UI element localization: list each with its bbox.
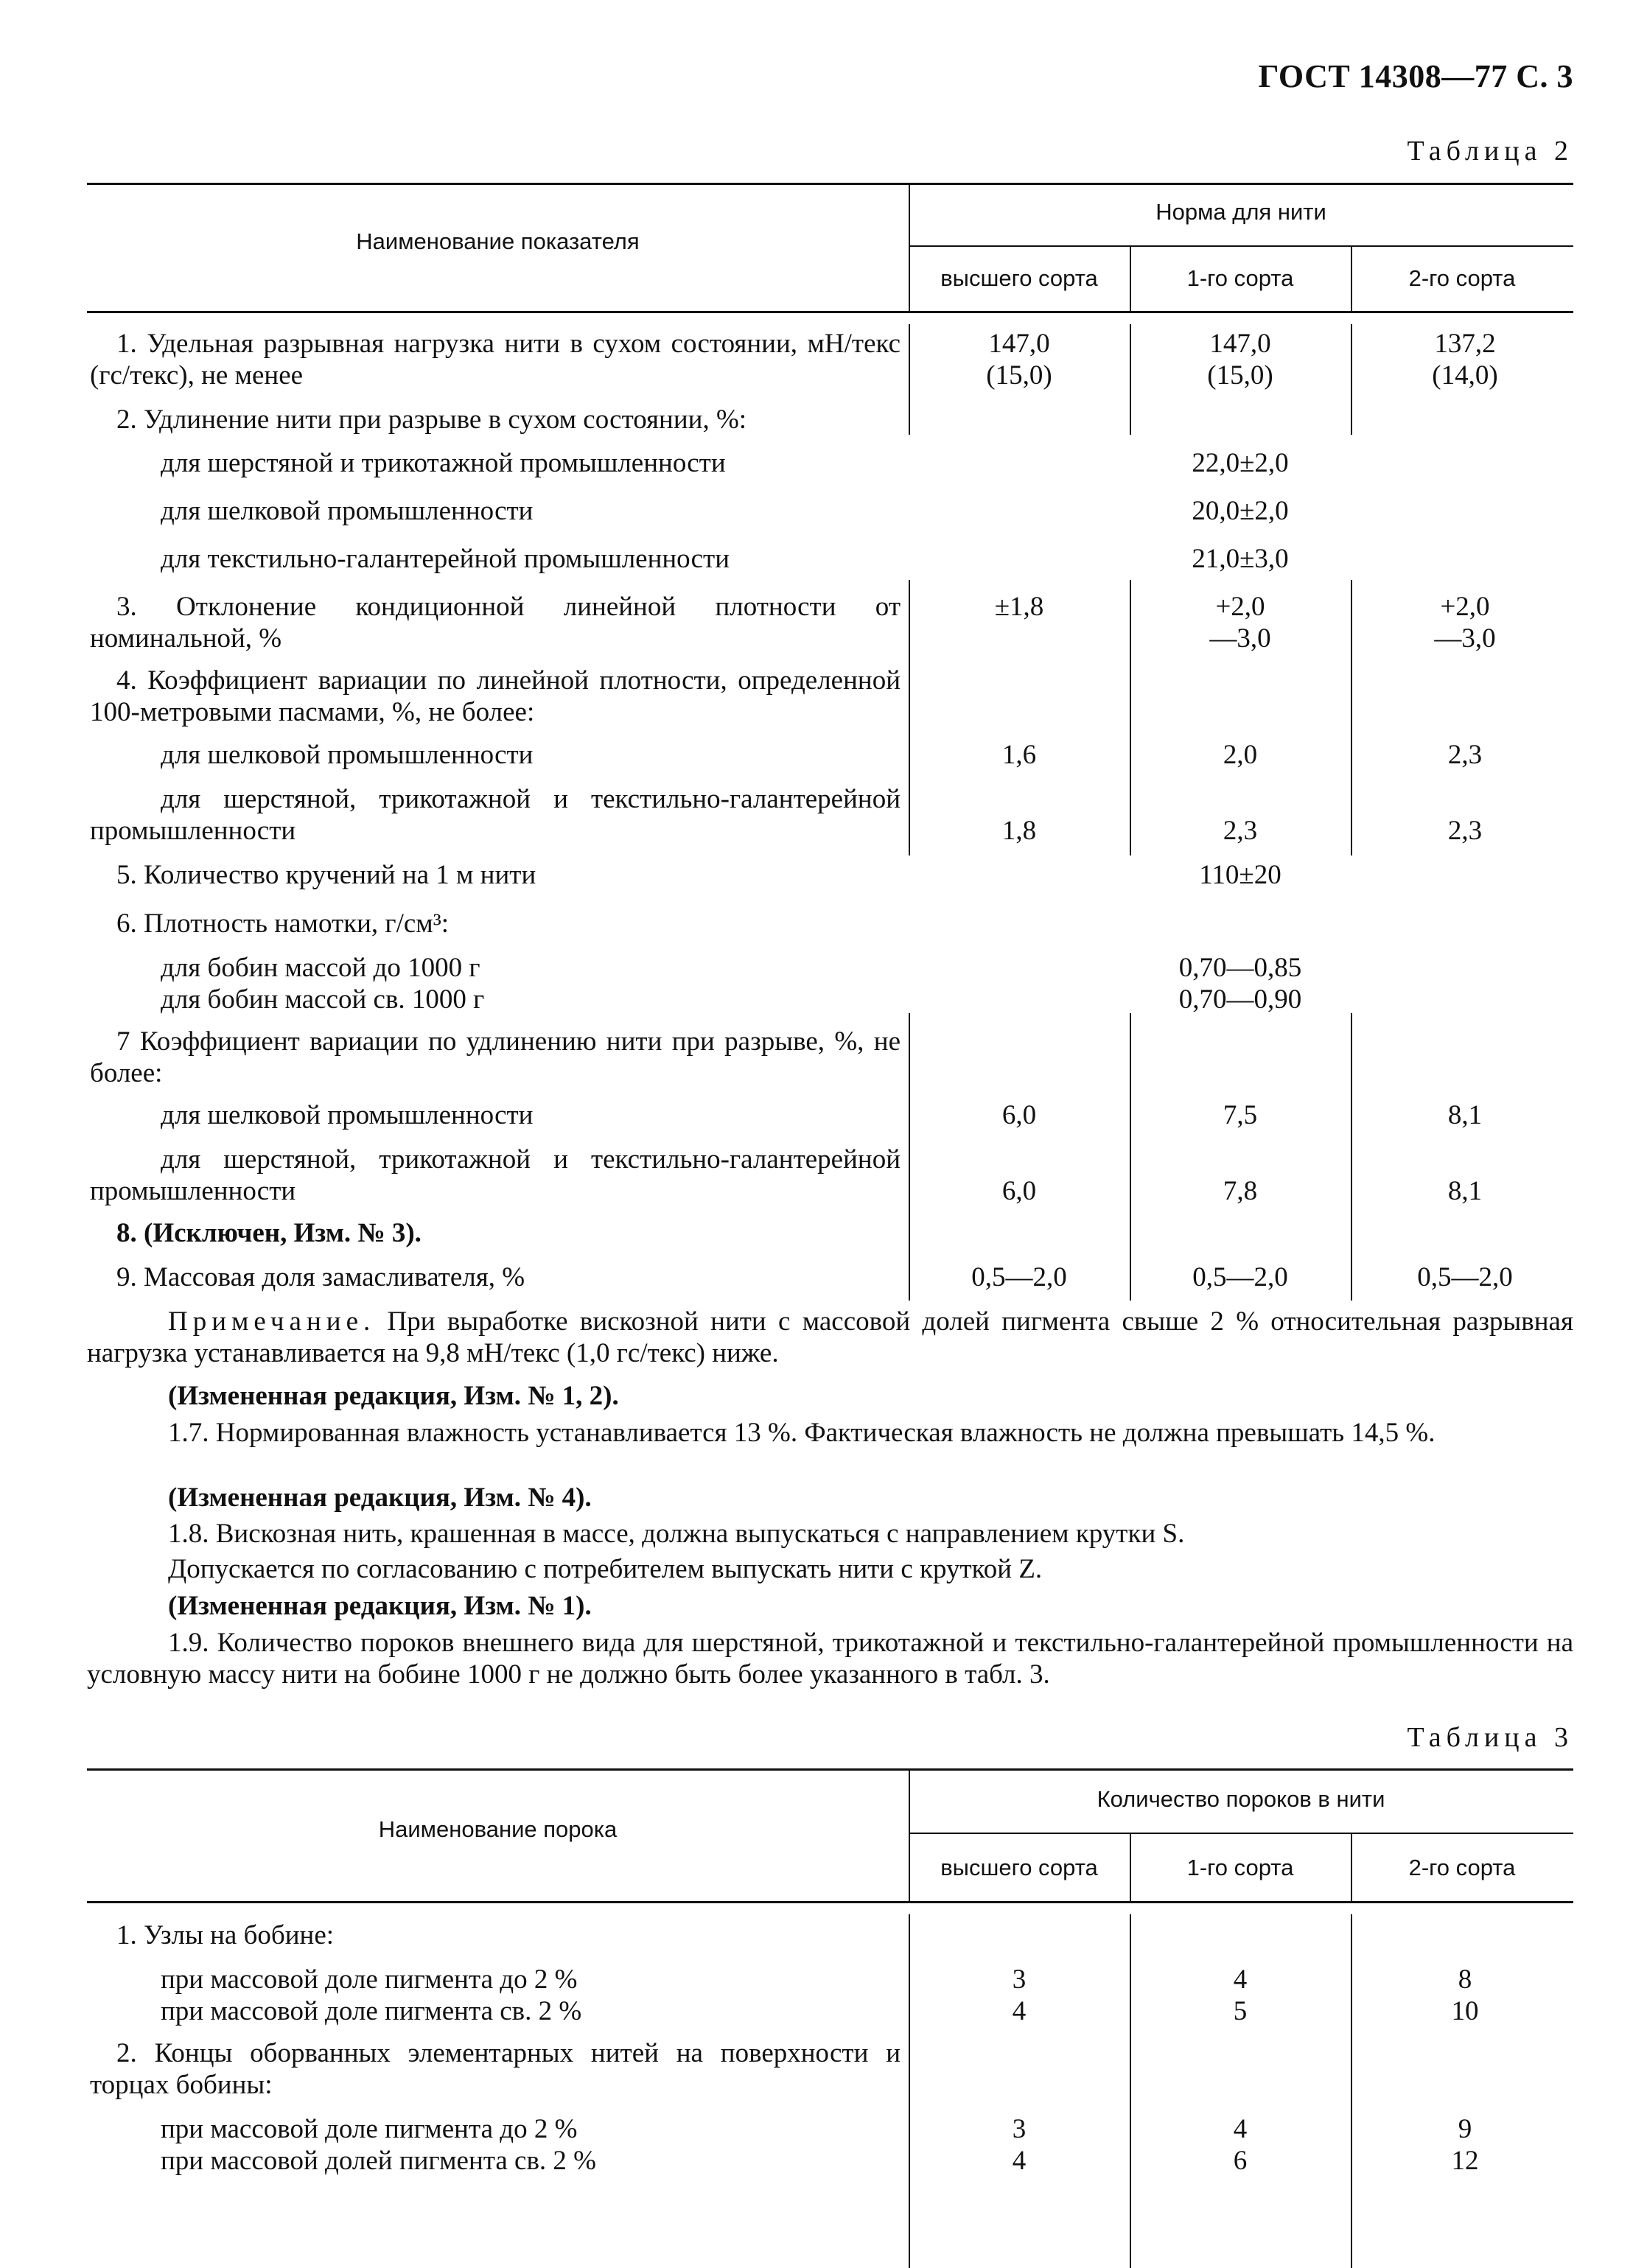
table2-cell: 1,8 — [1001, 816, 1037, 846]
table2-col-divider — [1351, 324, 1352, 435]
table2-cell: 0,70—0,85 0,70—0,90 — [1178, 953, 1302, 1015]
table3-row-label: при массовой доле пигмента до 2 % при массовой долей пигмента св. 2 % — [161, 2114, 597, 2176]
table3-grade-2: 2-го сорта — [1408, 1855, 1516, 1880]
table2-cell: +2,0 —3,0 — [1434, 592, 1496, 654]
table2-row-label: для шелковой промышленности — [161, 740, 534, 770]
table2-col-divider — [1351, 1013, 1352, 1301]
table2-note — [87, 1306, 1573, 1369]
table2-cell: 22,0±2,0 — [1192, 448, 1289, 478]
table3-col-divider — [1351, 1914, 1352, 2268]
table2-cell: ±1,8 — [994, 592, 1044, 622]
revision-note: (Измененная редакция, Изм. № 4). — [168, 1483, 592, 1513]
table2-row-label: для шелковой промышленности — [161, 1100, 534, 1130]
table2-cell: 20,0±2,0 — [1192, 496, 1289, 526]
table2-row-label: для шерстяной, трикотажной и текстильно-галантерейной промышленности — [90, 1144, 901, 1206]
table3-cell: 9 12 — [1451, 2114, 1479, 2176]
table2-cell: 147,0 (15,0) — [986, 329, 1052, 391]
table3-cell: 4 6 — [1233, 2114, 1248, 2176]
table2-row-label: 2. Удлинение нити при разрыве в сухом состоянии, %: — [116, 405, 747, 435]
table2-cell: 1,6 — [1001, 740, 1037, 770]
revision-note: (Измененная редакция, Изм. № 1). — [168, 1591, 592, 1621]
clause-1-9: 1.9. Количество пороков внешнего вида для шерстяной, трикотажной и текстильно-галантерейной промышленности на условную массу нити на бобине 1000 г не должно быть более указанного в табл. 3. — [87, 1628, 1573, 1690]
table2-grade-top: высшего сорта — [940, 265, 1098, 291]
table2-subheader-rule — [909, 245, 1573, 247]
page-header: ГОСТ 14308—77 С. 3 — [1258, 58, 1573, 94]
table2-col-divider — [1351, 580, 1352, 855]
table3-row-label: при массовой доле пигмента до 2 % при массовой доле пигмента св. 2 % — [161, 1964, 582, 2026]
table2-col-divider — [909, 1013, 910, 1301]
table3-col-defect: Наименование порока — [378, 1816, 618, 1842]
table3-top-rule — [87, 1768, 1573, 1771]
table2-caption: Таблица 2 — [1407, 136, 1573, 167]
revision-note: (Измененная редакция, Изм. № 1, 2). — [168, 1381, 619, 1411]
table2-row-label: 3. Отклонение кондиционной линейной плотности от номинальной, % — [90, 592, 901, 654]
table2-cell: 8,1 — [1447, 1100, 1483, 1130]
table2-cell: 7,5 — [1223, 1100, 1258, 1130]
table2-row-label: 5. Количество кручений на 1 м нити — [116, 860, 536, 890]
table2-row-label: для шерстяной и трикотажной промышленности — [161, 448, 726, 478]
table3-cell: 3 4 — [1012, 1964, 1027, 2026]
table2-row-label: 9. Массовая доля замасливателя, % — [116, 1262, 525, 1292]
table2-grade-1: 1-го сорта — [1186, 265, 1294, 291]
table2-cell: 147,0 (15,0) — [1207, 329, 1273, 391]
table3-grade-top: высшего сорта — [940, 1855, 1098, 1880]
clause-1-8-cont: Допускается по согласованию с потребителем выпускать нити с круткой Z. — [168, 1554, 1043, 1584]
table2-row-label: 8. (Исключен, Изм. № 3). — [116, 1218, 422, 1248]
table2-col-divider — [1130, 1013, 1131, 1301]
note-prefix: Примечание. — [168, 1306, 376, 1337]
table2-row-label: 4. Коэффициент вариации по линейной плотности, определенной 100-метровыми пасмами, %, не более: — [90, 665, 901, 727]
table2-top-rule — [87, 183, 1573, 185]
table3-row-label: 2. Концы оборванных элементарных нитей на поверхности и торцах бобины: — [90, 2038, 901, 2100]
table2-row-label: 7 Коэффициент вариации по удлинению нити при разрыве, %, не более: — [90, 1026, 901, 1088]
table2-cell: 137,2 (14,0) — [1432, 329, 1498, 391]
clause-1-8: 1.8. Вискозная нить, крашенная в массе, должна выпускаться с направлением крутки S. — [168, 1519, 1185, 1549]
table2-cell: 0,5—2,0 — [971, 1262, 1067, 1292]
table2-col-indicator: Наименование показателя — [356, 228, 640, 254]
table2-cell: 6,0 — [1001, 1100, 1037, 1130]
table2-cell: +2,0 —3,0 — [1209, 592, 1271, 654]
table2-cell: 7,8 — [1223, 1176, 1258, 1206]
table3-grade-1: 1-го сорта — [1186, 1855, 1294, 1880]
table2-col-norm: Норма для нити — [1155, 199, 1326, 225]
table2-cell: 2,3 — [1223, 816, 1258, 846]
table2-grade-2: 2-го сорта — [1408, 265, 1516, 291]
clause-1-7: 1.7. Нормированная влажность устанавливается 13 %. Фактическая влажность не должна превышать 14,5 %. — [168, 1418, 1436, 1448]
table2-cell: 110±20 — [1199, 860, 1281, 890]
table3-caption: Таблица 3 — [1407, 1722, 1573, 1753]
table2-row-label: 1. Удельная разрывная нагрузка нити в сухом состоянии, мН/текс (гс/текс), не менее — [90, 329, 901, 391]
table2-cell: 2,3 — [1447, 740, 1483, 770]
table2-cell: 6,0 — [1001, 1176, 1037, 1206]
table2-cell: 0,5—2,0 — [1417, 1262, 1513, 1292]
table3-cell: 4 5 — [1233, 1964, 1248, 2026]
table2-row-label: для шелковой промышленности — [161, 496, 534, 526]
table2-row-label: для шерстяной, трикотажной и текстильно-галантерейной промышленности — [90, 784, 901, 846]
table2-cell: 2,3 — [1447, 816, 1483, 846]
table3-subheader-rule — [909, 1833, 1573, 1834]
table2-row-label: для текстильно-галантерейной промышленности — [161, 544, 730, 574]
table3-row-label: 1. Узлы на бобине: — [116, 1920, 335, 1950]
table3-col-count: Количество пороков в нити — [1097, 1786, 1385, 1812]
table2-row-label: для бобин массой до 1000 г для бобин массой св. 1000 г — [161, 953, 485, 1015]
table2-cell: 2,0 — [1223, 740, 1258, 770]
table2-row-label: 6. Плотность намотки, г/см³: — [116, 909, 450, 939]
table2-cell: 21,0±3,0 — [1192, 544, 1289, 574]
table3-cell: 3 4 — [1012, 2114, 1027, 2176]
table2-cell: 0,5—2,0 — [1192, 1262, 1288, 1292]
table2-cell: 8,1 — [1447, 1176, 1483, 1206]
note-text: При выработке вискозной нити с массовой долей пигмента свыше 2 % относительная разрывная нагрузка устанавливается на 9,8 мН/текс (1,0 гс/текс) ниже. — [87, 1306, 1573, 1368]
table3-cell: 8 10 — [1451, 1964, 1479, 2026]
